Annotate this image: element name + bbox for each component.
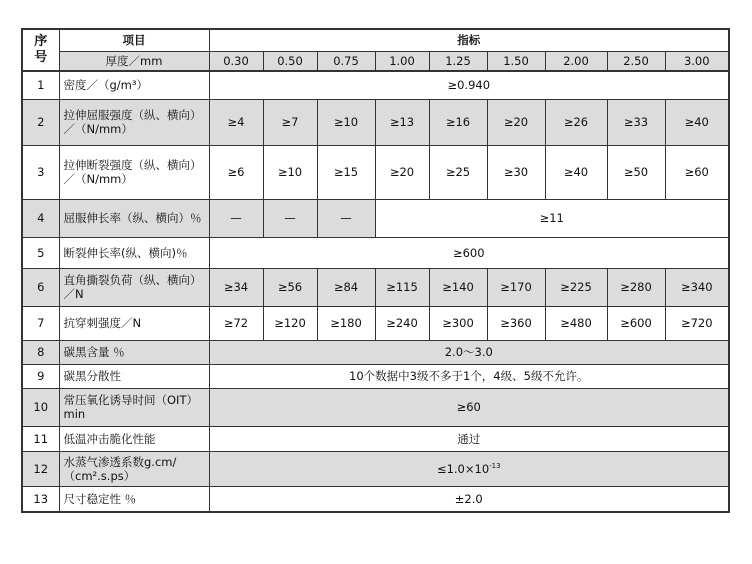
row-cell: ≥34 — [209, 268, 263, 306]
table-row — [22, 486, 729, 512]
table-row — [22, 306, 729, 340]
thickness-value: 0.75 — [317, 51, 375, 71]
row-number: 5 — [22, 237, 59, 268]
row-item: 屈服伸长率（纵、横向）％ — [59, 199, 209, 237]
row-cell: ≥360 — [487, 306, 545, 340]
row-item: 密度／（g/m³） — [59, 71, 209, 99]
row-cell: ≥10 — [263, 145, 317, 199]
table-row — [22, 364, 729, 388]
row-cell: ≥10 — [317, 99, 375, 145]
row-cell: ≥225 — [545, 268, 607, 306]
row-cell: ≥56 — [263, 268, 317, 306]
table-row — [22, 237, 729, 268]
table-row — [22, 426, 729, 451]
row-number: 6 — [22, 268, 59, 306]
thickness-label: 厚度／mm — [59, 51, 209, 71]
thickness-value: 1.25 — [429, 51, 487, 71]
row-cell: ≥40 — [545, 145, 607, 199]
thickness-value: 1.50 — [487, 51, 545, 71]
row-item: 常压氧化诱导时间（OIT）min — [59, 388, 209, 426]
row-item: 拉伸屈服强度（纵、横向）／（N/mm） — [59, 99, 209, 145]
row-cell: ≥50 — [607, 145, 665, 199]
row-cell: ≥20 — [375, 145, 429, 199]
row-cell: ≥7 — [263, 99, 317, 145]
spec-table-frame — [21, 28, 728, 513]
row-number: 13 — [22, 486, 59, 512]
row-cell: ≥30 — [487, 145, 545, 199]
row-number: 8 — [22, 340, 59, 364]
table-row — [22, 268, 729, 306]
row-value: 10个数据中3级不多于1个，4级、5级不允许。 — [209, 364, 729, 388]
row-cell: — — [209, 199, 263, 237]
row-item: 水蒸气渗透系数g.cm/（cm².s.ps） — [59, 451, 209, 486]
row-value-exponent: -13 — [489, 461, 501, 470]
table-row — [22, 451, 729, 486]
row-cell: ≥300 — [429, 306, 487, 340]
row-cell: ≥20 — [487, 99, 545, 145]
row-cell: ≥72 — [209, 306, 263, 340]
thickness-value: 0.30 — [209, 51, 263, 71]
thickness-row — [22, 51, 729, 71]
row-item: 低温冲击脆化性能 — [59, 426, 209, 451]
thickness-value: 3.00 — [665, 51, 729, 71]
specification-table — [21, 28, 730, 513]
row-number: 10 — [22, 388, 59, 426]
row-number: 4 — [22, 199, 59, 237]
row-value — [209, 451, 729, 486]
row-cell: ≥170 — [487, 268, 545, 306]
row-number: 11 — [22, 426, 59, 451]
row-cell: ≥600 — [607, 306, 665, 340]
row-cell: ≥280 — [607, 268, 665, 306]
row-value: ≥60 — [209, 388, 729, 426]
row-cell: ≥13 — [375, 99, 429, 145]
header-indicator: 指标 — [209, 29, 729, 51]
row-cell: ≥84 — [317, 268, 375, 306]
row-item: 拉伸断裂强度（纵、横向）／（N/mm） — [59, 145, 209, 199]
row-value-text: ≤1.0×10 — [436, 461, 490, 476]
row-number: 3 — [22, 145, 59, 199]
table-row — [22, 145, 729, 199]
row-number: 7 — [22, 306, 59, 340]
row-cell: ≥480 — [545, 306, 607, 340]
table-row — [22, 71, 729, 99]
row-cell: — — [263, 199, 317, 237]
row-number: 1 — [22, 71, 59, 99]
row-cell: ≥720 — [665, 306, 729, 340]
row-item: 抗穿刺强度／N — [59, 306, 209, 340]
row-value: 2.0～3.0 — [209, 340, 729, 364]
row-cell: ≥115 — [375, 268, 429, 306]
row-number: 12 — [22, 451, 59, 486]
row-item: 直角撕裂负荷（纵、横向）／N — [59, 268, 209, 306]
header-item: 项目 — [59, 29, 209, 51]
row-item: 碳黑含量 ％ — [59, 340, 209, 364]
row-cell: ≥120 — [263, 306, 317, 340]
thickness-value: 1.00 — [375, 51, 429, 71]
row-value: ≥11 — [375, 199, 729, 237]
row-item: 碳黑分散性 — [59, 364, 209, 388]
row-cell: ≥340 — [665, 268, 729, 306]
thickness-value: 0.50 — [263, 51, 317, 71]
header-seq: 序号 — [22, 29, 59, 71]
row-value: ≥600 — [209, 237, 729, 268]
row-number: 9 — [22, 364, 59, 388]
row-item: 断裂伸长率(纵、横向)％ — [59, 237, 209, 268]
row-cell: ≥4 — [209, 99, 263, 145]
row-item: 尺寸稳定性 ％ — [59, 486, 209, 512]
row-cell: ≥15 — [317, 145, 375, 199]
table-row — [22, 340, 729, 364]
row-cell: ≥240 — [375, 306, 429, 340]
table-row — [22, 388, 729, 426]
row-value: ±2.0 — [209, 486, 729, 512]
row-cell: ≥16 — [429, 99, 487, 145]
row-cell: ≥40 — [665, 99, 729, 145]
row-cell: — — [317, 199, 375, 237]
row-cell: ≥33 — [607, 99, 665, 145]
row-value: 通过 — [209, 426, 729, 451]
row-value: ≥0.940 — [209, 71, 729, 99]
table-row — [22, 199, 729, 237]
thickness-value: 2.50 — [607, 51, 665, 71]
row-cell: ≥25 — [429, 145, 487, 199]
row-cell: ≥26 — [545, 99, 607, 145]
row-number: 2 — [22, 99, 59, 145]
table-row — [22, 99, 729, 145]
row-cell: ≥6 — [209, 145, 263, 199]
row-cell: ≥180 — [317, 306, 375, 340]
thickness-value: 2.00 — [545, 51, 607, 71]
row-cell: ≥140 — [429, 268, 487, 306]
header-row — [22, 29, 729, 51]
row-cell: ≥60 — [665, 145, 729, 199]
